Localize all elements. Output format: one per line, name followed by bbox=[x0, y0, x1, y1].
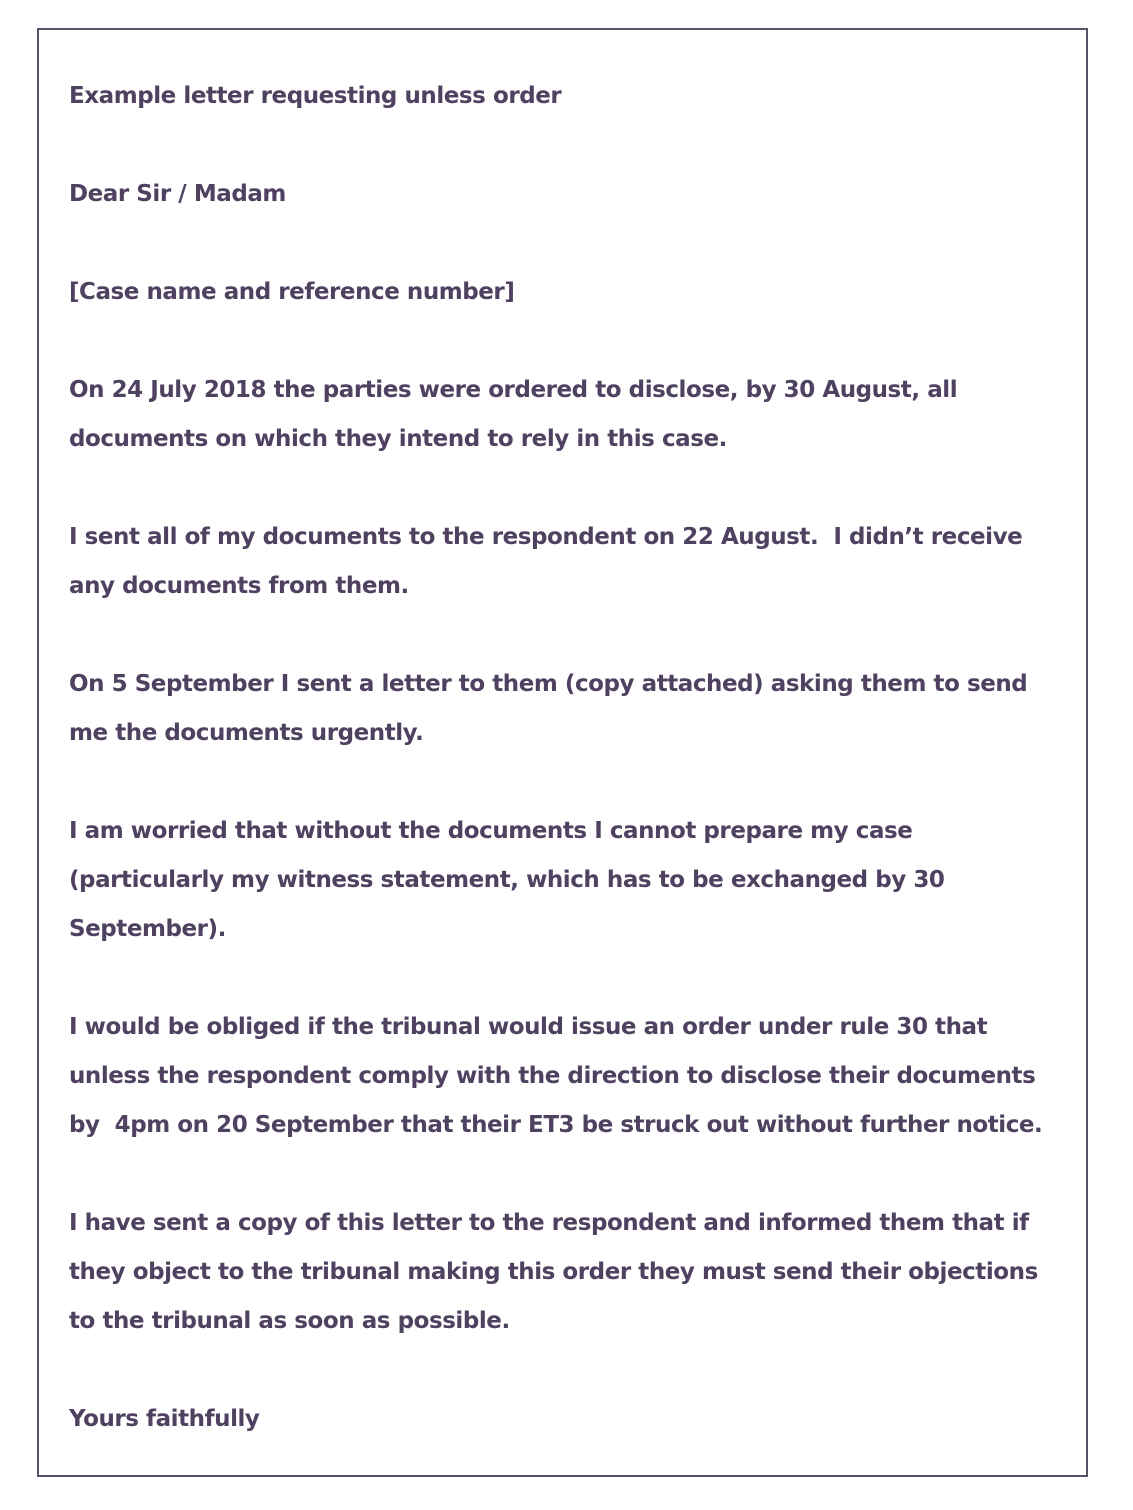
paragraph-copy-notice: I have sent a copy of this letter to the respondent and informed them that if they object to the tribunal making this order they must send their objections to the tribunal as soon as possible. bbox=[69, 1210, 1046, 1334]
case-reference: [Case name and reference number] bbox=[69, 279, 515, 305]
paragraph-concern: I am worried that without the documents I cannot prepare my case (particularly my witness statement, which has to be exchanged by 30 September). bbox=[69, 818, 953, 942]
letter-title: Example letter requesting unless order bbox=[69, 83, 562, 109]
letter-frame bbox=[37, 28, 1088, 1477]
paragraph-request: I would be obliged if the tribunal would issue an order under rule 30 that unless the respondent comply with the direction to disclose their documents by 4pm on 20 September that their ET3 be struck out without further notice. bbox=[69, 1014, 1043, 1138]
salutation: Dear Sir / Madam bbox=[69, 181, 286, 207]
closing: Yours faithfully bbox=[69, 1406, 260, 1432]
paragraph-order-details: On 24 July 2018 the parties were ordered to disclose, by 30 August, all documents on which they intend to rely in this case. bbox=[69, 377, 965, 452]
paragraph-follow-up-letter: On 5 September I sent a letter to them (copy attached) asking them to send me the documents urgently. bbox=[69, 671, 1035, 746]
letter-body bbox=[69, 72, 1059, 1444]
paragraph-documents-sent: I sent all of my documents to the respondent on 22 August. I didn’t receive any documents from them. bbox=[69, 524, 1030, 599]
